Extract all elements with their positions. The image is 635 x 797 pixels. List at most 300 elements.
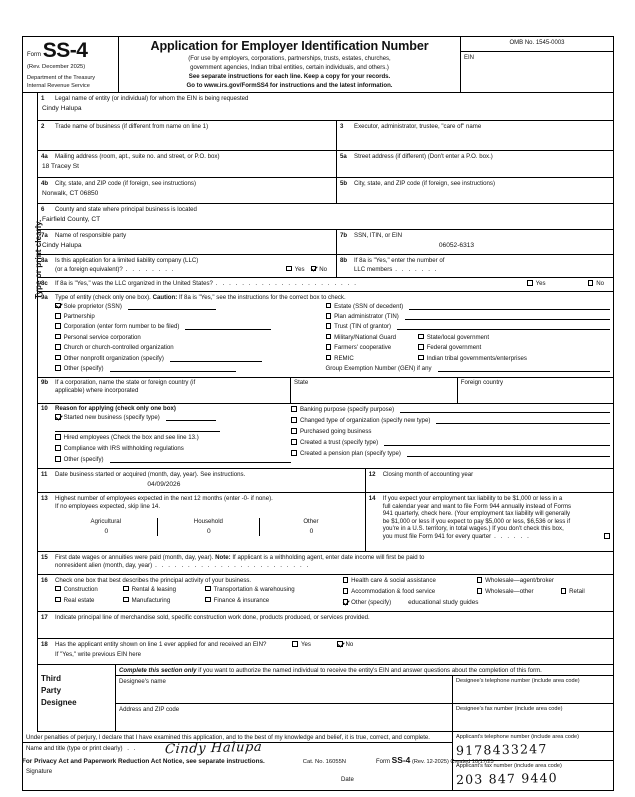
line-9b-foreign-cell[interactable]: [458, 378, 613, 403]
line-15-label-plain2: If applicant is a withholding agent, enter date income will first be paid to: [230, 553, 425, 561]
reason-continuation-rule-row: [41, 425, 291, 434]
line-15-row: [38, 552, 613, 575]
line-18-label: Has the applicant entity shown on line 1 ever applied for and received an EIN?: [55, 640, 267, 648]
form-body: [23, 93, 613, 732]
line-7a-number: 7a: [41, 231, 48, 239]
applicant-fax-label: Applicant's fax number (include area code): [456, 762, 562, 769]
line-8a-cell[interactable]: [38, 255, 337, 277]
entity-option-label: Sole proprietor (SSN): [63, 302, 122, 310]
entity-option[interactable]: [55, 344, 326, 354]
line-6-value: Fairfield County, CT: [42, 215, 101, 223]
line-8a-leader: . . . . . . . .: [125, 265, 176, 273]
applicant-fax-value: 203 847 9440: [455, 769, 559, 787]
line-8c-yes-checkbox[interactable]: [527, 280, 533, 286]
line-18-no-checkbox[interactable]: [337, 641, 343, 647]
line-12-label: Closing month of accounting year: [382, 470, 474, 478]
entity-option[interactable]: [55, 334, 326, 344]
line-11-value: 04/09/2026: [147, 480, 181, 488]
changed-organization-type-rule[interactable]: [436, 417, 610, 424]
line-15-label-plain1: First date wages or annuities were paid (month, day, year).: [55, 553, 216, 561]
line-1-label: Legal name of entity (or individual) for whom the EIN is being requested: [55, 94, 249, 102]
employee-column[interactable]: [55, 518, 158, 536]
accommodation-food-service-checkbox[interactable]: [343, 588, 349, 594]
footer-form-number: SS-4: [391, 755, 411, 765]
department-line2: Internal Revenue Service: [27, 82, 90, 89]
line-13-number: 13: [41, 494, 48, 502]
line-5a-cell[interactable]: [337, 151, 613, 177]
form-word-label: Form: [27, 51, 41, 58]
designee-address-cell[interactable]: [116, 704, 453, 731]
line-8c-no-option[interactable]: [588, 280, 604, 288]
entity-option[interactable]: [326, 334, 611, 344]
line-18-cell[interactable]: [38, 639, 613, 664]
line-18-yes-checkbox[interactable]: [292, 641, 298, 647]
designee-instruction-bold: Complete this section only: [119, 666, 197, 674]
activity-option[interactable]: [55, 586, 117, 594]
church-organization-checkbox[interactable]: [55, 344, 61, 350]
designee-name-row: [116, 676, 613, 704]
activity-option-label: Manufacturing: [131, 596, 171, 604]
created-trust-rule[interactable]: [384, 439, 610, 446]
line-18-yes-option[interactable]: [292, 641, 311, 649]
header-form-id: [23, 37, 119, 92]
line-8a-label-1: Is this application for a limited liability company (LLC): [55, 256, 199, 264]
created-pension-plan-rule[interactable]: [407, 450, 610, 457]
designee-label-line1: Third: [41, 674, 61, 684]
banking-purpose-rule[interactable]: [400, 406, 610, 413]
line-8c-number: 8c: [41, 279, 48, 287]
line-8b-label-1: If 8a is "Yes," enter the number of: [354, 256, 445, 264]
activity-option[interactable]: [561, 588, 585, 596]
other-entity-rule[interactable]: [110, 365, 236, 372]
ein-field[interactable]: [461, 52, 613, 82]
line-8c-yes-option[interactable]: [527, 280, 546, 288]
line-18-no-option[interactable]: [337, 641, 353, 649]
reason-option[interactable]: [291, 439, 610, 450]
line-8c-no-label: No: [596, 279, 604, 287]
corporation-checkbox[interactable]: [55, 323, 61, 329]
activity-option-label: Accommodation & food service: [351, 587, 436, 595]
plan-administrator-checkbox[interactable]: [326, 313, 332, 319]
estate-rule[interactable]: [409, 303, 610, 310]
line-17-value: [41, 622, 610, 624]
reason-option-label: Other (specify): [63, 455, 104, 463]
irs-withholding-compliance-checkbox[interactable]: [55, 445, 61, 451]
line-16-number: 16: [41, 576, 48, 584]
line-6-number: 6: [41, 205, 45, 213]
designee-address-label: Address and ZIP code: [119, 705, 180, 713]
line-7b-label: SSN, ITIN, or EIN: [354, 231, 403, 239]
line-10-label: Reason for applying (check only one box): [55, 405, 176, 413]
farmers-cooperative-checkbox[interactable]: [326, 344, 332, 350]
reason-left-column: [41, 405, 291, 467]
entity-option[interactable]: [326, 303, 611, 313]
line-8c-no-checkbox[interactable]: [588, 280, 594, 286]
line-8a-yes-label: Yes: [294, 265, 305, 273]
entity-option[interactable]: [55, 303, 326, 313]
entity-option[interactable]: [55, 355, 326, 365]
activity-option-label: Wholesale—agent/broker: [485, 576, 554, 584]
created-pension-plan-checkbox[interactable]: [291, 450, 297, 456]
line-8a-yes-option[interactable]: [286, 266, 305, 274]
reason-option[interactable]: [291, 428, 610, 439]
line-8a-8b-row: [38, 255, 613, 278]
corporation-rule[interactable]: [185, 323, 271, 330]
line-8a-no-option[interactable]: [311, 266, 327, 274]
line-8a-no-label: No: [319, 265, 327, 273]
header-omb-block: [461, 37, 613, 92]
employee-column-header: Other: [303, 518, 319, 526]
line-9b-row: [38, 378, 613, 404]
line-13-label-2: If no employees expected, skip line 14.: [55, 502, 161, 510]
activity-left-column: [41, 577, 343, 610]
created-trust-checkbox[interactable]: [291, 439, 297, 445]
activity-option[interactable]: [477, 588, 555, 596]
partnership-checkbox[interactable]: [55, 313, 61, 319]
line-8c-cell[interactable]: [38, 278, 613, 291]
entity-option[interactable]: [326, 323, 611, 333]
entity-option-label: Indian tribal governments/enterprises: [426, 354, 527, 362]
military-national-guard-checkbox[interactable]: [326, 334, 332, 340]
header-title-block: [119, 37, 461, 92]
designee-address-row: [116, 704, 613, 731]
other-nonprofit-checkbox[interactable]: [55, 355, 61, 361]
activity-row: [343, 577, 610, 588]
line-5b-value: [340, 188, 610, 190]
line-7b-number: 7b: [340, 231, 348, 239]
line-13-14-row: [38, 493, 613, 552]
line-7a-label: Name of responsible party: [55, 231, 127, 239]
activity-option[interactable]: [477, 577, 554, 585]
entity-option[interactable]: [55, 365, 326, 375]
activity-option-label: Wholesale—other: [485, 587, 534, 595]
line-12-cell[interactable]: [366, 469, 613, 492]
construction-checkbox[interactable]: [55, 586, 61, 592]
date-label: Date: [341, 776, 354, 784]
activity-option[interactable]: [205, 597, 269, 605]
other-activity-value: educational study guides: [408, 598, 479, 606]
activity-option-label: Transportation & warehousing: [213, 585, 295, 593]
line-6-label: County and state where principal business is located: [55, 205, 197, 213]
line-9b-number: 9b: [41, 379, 49, 387]
form-header: [23, 37, 613, 93]
signature-label: Signature: [26, 767, 53, 775]
reason-continuation-rule[interactable]: [55, 425, 220, 432]
line-2-label: Trade name of business (if different from name on line 1): [55, 122, 209, 130]
department-line1: Department of the Treasury: [27, 75, 96, 82]
state-value: [294, 387, 454, 389]
line-4b-number: 4b: [41, 179, 49, 187]
trust-rule[interactable]: [397, 323, 610, 330]
manufacturing-checkbox[interactable]: [123, 597, 129, 603]
activity-option-label: Construction: [63, 585, 98, 593]
privacy-act-notice: For Privacy Act and Paperwork Reduction Act Notice, see separate instructions.: [22, 758, 265, 765]
trust-checkbox[interactable]: [326, 323, 332, 329]
line-14-number: 14: [368, 494, 376, 502]
entity-option[interactable]: [55, 313, 326, 323]
page-footer: [22, 755, 614, 765]
line-9a-row: [38, 292, 613, 377]
health-care-social-assistance-checkbox[interactable]: [343, 577, 349, 583]
activity-option[interactable]: [123, 597, 199, 605]
designee-label-line2: Party: [41, 686, 62, 696]
activity-option-label: Retail: [569, 587, 585, 595]
line-8a-number: 8a: [41, 256, 48, 264]
designee-phone-cell[interactable]: [453, 676, 613, 703]
activity-option-label: Other (specify): [351, 598, 392, 606]
entity-option-label: Farmers' cooperative: [334, 344, 392, 352]
ss4-form: [22, 36, 614, 791]
name-title-leader: . .: [127, 744, 138, 752]
line-3-value: [340, 131, 610, 133]
line-8b-cell[interactable]: [337, 255, 613, 277]
line-15-cell[interactable]: [38, 552, 613, 574]
line-17-cell[interactable]: [38, 612, 613, 638]
line-18-number: 18: [41, 640, 48, 648]
entity-option-label: Estate (SSN of decedent): [334, 302, 404, 310]
line-16-row: [38, 575, 613, 612]
line-7b-value: 06052-6313: [438, 241, 475, 249]
sole-proprietor-rule[interactable]: [128, 303, 216, 310]
employee-column-value: 0: [309, 527, 314, 535]
entity-option-label: Church or church-controlled organization: [63, 344, 174, 352]
line-9a-label-plain: Type of entity (check only one box).: [55, 293, 153, 301]
line-14-cell: [366, 493, 613, 551]
reason-option[interactable]: [41, 434, 291, 445]
line-10-number: 10: [41, 405, 48, 413]
applicant-phone-label: Applicant's telephone number (include area code): [456, 733, 579, 740]
entity-option-label: State/local government: [426, 333, 490, 341]
line-10-row: [38, 404, 613, 470]
line-11-cell[interactable]: [38, 469, 366, 492]
designee-instruction: [116, 665, 613, 676]
federal-government-checkbox[interactable]: [418, 344, 424, 350]
line-2-number: 2: [41, 122, 45, 130]
line-14-text-2: full calendar year and want to file Form 944 annually instead of Forms: [382, 502, 572, 510]
line-8c-leader: . . . . . . . . . . . . . . . . . . . . . .: [215, 279, 358, 287]
activity-option[interactable]: [205, 586, 295, 594]
banking-purpose-checkbox[interactable]: [291, 406, 297, 412]
applicant-fax-cell[interactable]: [453, 761, 613, 790]
state-local-government-checkbox[interactable]: [418, 334, 424, 340]
designee-fax-label: Designee's fax number (include area code): [456, 705, 563, 712]
entity-option-label: Trust (TIN of grantor): [334, 323, 392, 331]
line-8b-number: 8b: [340, 256, 348, 264]
activity-option-label: Health care & social assistance: [351, 576, 436, 584]
signature-row[interactable]: [23, 766, 452, 790]
other-nonprofit-rule[interactable]: [170, 355, 262, 362]
subtitle-line2: government agencies, Indian tribal entities, certain individuals, and others.): [190, 64, 389, 71]
entity-option[interactable]: [55, 323, 326, 333]
third-party-designee-section: [38, 665, 613, 732]
indian-tribal-government-checkbox[interactable]: [418, 355, 424, 361]
line-4b-label: City, state, and ZIP code (if foreign, see instructions): [55, 179, 197, 187]
designee-fax-cell[interactable]: [453, 704, 613, 731]
transportation-warehousing-checkbox[interactable]: [205, 586, 211, 592]
reason-option-label: Created a trust (specify type): [299, 439, 379, 447]
line-3-label: Executor, administrator, trustee, "care of" name: [354, 122, 482, 130]
line-4b-5b-row: [38, 178, 613, 204]
finance-insurance-checkbox[interactable]: [205, 597, 211, 603]
personal-service-corporation-checkbox[interactable]: [55, 334, 61, 340]
line-14-text-4: be $1,000 or less if you expect to pay $5,000 or less, $6,536 or less if: [382, 517, 571, 525]
form-944-checkbox[interactable]: [604, 533, 610, 539]
line-11-label: Date business started or acquired (month, day, year). See instructions.: [55, 470, 246, 478]
designee-name-cell[interactable]: [116, 676, 453, 703]
line-18-no-label: No: [345, 640, 354, 648]
employee-column-header: Household: [193, 518, 223, 526]
state-label: State: [294, 379, 309, 387]
changed-organization-type-checkbox[interactable]: [291, 417, 297, 423]
omb-number: OMB No. 1545-0003: [461, 37, 613, 52]
other-entity-checkbox[interactable]: [55, 365, 61, 371]
employee-column-value: 0: [104, 527, 109, 535]
line-8b-leader: . . . . . . .: [395, 265, 439, 273]
line-5a-number: 5a: [340, 152, 347, 160]
reason-option-label: Created a pension plan (specify type): [299, 450, 401, 458]
other-activity-checkbox[interactable]: [343, 599, 349, 605]
line-6-cell[interactable]: [38, 204, 613, 229]
line-14-text-5: you're in a U.S. territory, in total wages.) If you don't check this box,: [382, 525, 564, 533]
group-exemption-rule[interactable]: [438, 365, 610, 372]
designee-fields: [116, 665, 613, 731]
entity-option[interactable]: [326, 313, 611, 323]
reason-option-label: Started new business (specify type): [63, 413, 160, 421]
activity-option[interactable]: [343, 588, 471, 596]
line-7b-cell[interactable]: [337, 230, 613, 254]
perjury-text: Under penalties of perjury, I declare that I have examined this application, and to the best of my knowledge and belief, it is true, correct, and complete.: [26, 733, 430, 741]
line-7a-cell[interactable]: [38, 230, 337, 254]
started-new-business-checkbox[interactable]: [55, 414, 61, 420]
footer-form-revision: (Rev. 12-2025) Created 10/17/25: [411, 759, 494, 765]
line-9b-label-2: applicable) where incorporated: [55, 386, 139, 394]
hired-employees-checkbox[interactable]: [55, 434, 61, 440]
activity-other-row: [343, 599, 610, 610]
line-4a-cell[interactable]: [38, 151, 337, 177]
purchased-going-business-checkbox[interactable]: [291, 428, 297, 434]
real-estate-checkbox[interactable]: [55, 597, 61, 603]
line-17-row: [38, 612, 613, 639]
started-new-business-rule[interactable]: [166, 414, 216, 421]
line-5a-value: [340, 161, 610, 163]
reason-option[interactable]: [291, 406, 610, 417]
remic-checkbox[interactable]: [326, 355, 332, 361]
activity-option[interactable]: [55, 597, 117, 605]
designee-label-line3: Designee: [41, 698, 77, 708]
entity-left-column: [41, 303, 326, 376]
line-1-cell[interactable]: [38, 93, 613, 120]
department-label: [27, 75, 114, 90]
plan-administrator-rule[interactable]: [405, 313, 610, 320]
line-18-yes-label: Yes: [300, 640, 311, 648]
line-8c-label: If 8a is "Yes," was the LLC organized in the United States?: [55, 279, 213, 287]
activity-option[interactable]: [123, 586, 199, 594]
entity-option-label: Military/National Guard: [334, 333, 397, 341]
line-14-text-6: you must file Form 941 for every quarter: [382, 532, 492, 540]
line-8c-yes-label: Yes: [535, 279, 546, 287]
activity-right-column: [343, 577, 610, 610]
rental-leasing-checkbox[interactable]: [123, 586, 129, 592]
line-16-label: Check one box that best describes the principal activity of your business.: [55, 576, 252, 584]
line-9b-label-1: If a corporation, name the state or foreign country (if: [55, 379, 196, 387]
line-3-cell[interactable]: [337, 121, 613, 150]
line-7a-value: Cindy Halupa: [42, 241, 82, 249]
estate-checkbox[interactable]: [326, 303, 332, 309]
designee-fax-value: [456, 713, 610, 715]
reason-option[interactable]: [291, 417, 610, 428]
line-2-cell[interactable]: [38, 121, 337, 150]
line-8a-no-checkbox[interactable]: [311, 266, 317, 272]
activity-option[interactable]: [343, 577, 471, 585]
designee-instruction-rest: if you want to authorize the named individual to receive the entity's EIN and answer questions about the completion of this form.: [196, 666, 542, 674]
line-4a-5a-row: [38, 151, 613, 178]
reason-option[interactable]: [41, 445, 291, 456]
sole-proprietor-checkbox[interactable]: [55, 303, 61, 309]
wholesale-agent-broker-checkbox[interactable]: [477, 577, 483, 583]
entity-option[interactable]: [326, 344, 611, 354]
line-5b-cell[interactable]: [337, 178, 613, 203]
line-14-leader: . . . . . .: [494, 532, 531, 540]
entity-option-label: Other nonprofit organization (specify): [63, 354, 164, 362]
activity-option[interactable]: [343, 599, 392, 607]
activity-row: [41, 586, 343, 597]
reason-option-label: Hired employees (Check the box and see line 13.): [63, 433, 199, 441]
line-5b-label: City, state, and ZIP code (if foreign, see instructions): [354, 179, 496, 187]
reason-option[interactable]: [41, 456, 291, 467]
line-8c-row: [38, 278, 613, 292]
other-reason-rule[interactable]: [110, 456, 292, 463]
line-14-text-3: 941 quarterly, check here. (Your employment tax liability will generally: [382, 510, 571, 518]
line-4a-value: 18 Tracey St: [42, 162, 80, 170]
reason-option-label: Banking purpose (specify purpose): [299, 406, 395, 414]
group-exemption-row[interactable]: [326, 365, 611, 375]
line-4b-cell[interactable]: [38, 178, 337, 203]
retail-checkbox[interactable]: [561, 588, 567, 594]
designee-name-value: [119, 686, 449, 688]
entity-option-label: Federal government: [426, 344, 482, 352]
line-11-number: 11: [41, 470, 48, 478]
line-9a-label-rest: If 8a is "Yes," see the instructions for the correct box to check.: [177, 293, 346, 301]
line-9b-state-cell[interactable]: [291, 378, 458, 403]
wholesale-other-checkbox[interactable]: [477, 588, 483, 594]
applicant-phone-value: 9178433247: [455, 740, 548, 758]
line-14-text-1: If you expect your employment tax liability to be $1,000 or less in a: [382, 494, 563, 502]
line-15-note: Note:: [215, 553, 231, 561]
line-10-cell: [38, 404, 613, 469]
employee-column[interactable]: [260, 518, 362, 536]
name-title-value: Cindy Halupa: [164, 740, 263, 758]
line-8b-label-2: LLC members: [354, 265, 393, 273]
line-9a-caution: Caution:: [152, 293, 178, 301]
subtitle-line4: Go to www.irs.gov/FormSS4 for instructions and the latest information.: [186, 82, 393, 90]
other-reason-checkbox[interactable]: [55, 456, 61, 462]
side-label: Type or print clearly.: [34, 220, 43, 300]
entity-option-label: Other (specify): [63, 364, 104, 372]
foreign-country-value: [461, 387, 610, 389]
line-8a-yes-checkbox[interactable]: [286, 266, 292, 272]
entity-right-column: [326, 303, 611, 376]
line-17-number: 17: [41, 613, 48, 621]
subtitle-line1: (For use by employers, corporations, partnerships, trusts, estates, churches,: [188, 55, 391, 62]
reason-option[interactable]: [291, 450, 610, 461]
line-7a-7b-row: [38, 230, 613, 255]
employee-column[interactable]: [158, 518, 261, 536]
activity-row: [343, 588, 610, 599]
line-6-row: [38, 204, 613, 230]
line-2-value: [41, 131, 333, 133]
reason-option[interactable]: [41, 414, 291, 425]
entity-option[interactable]: [326, 355, 611, 365]
